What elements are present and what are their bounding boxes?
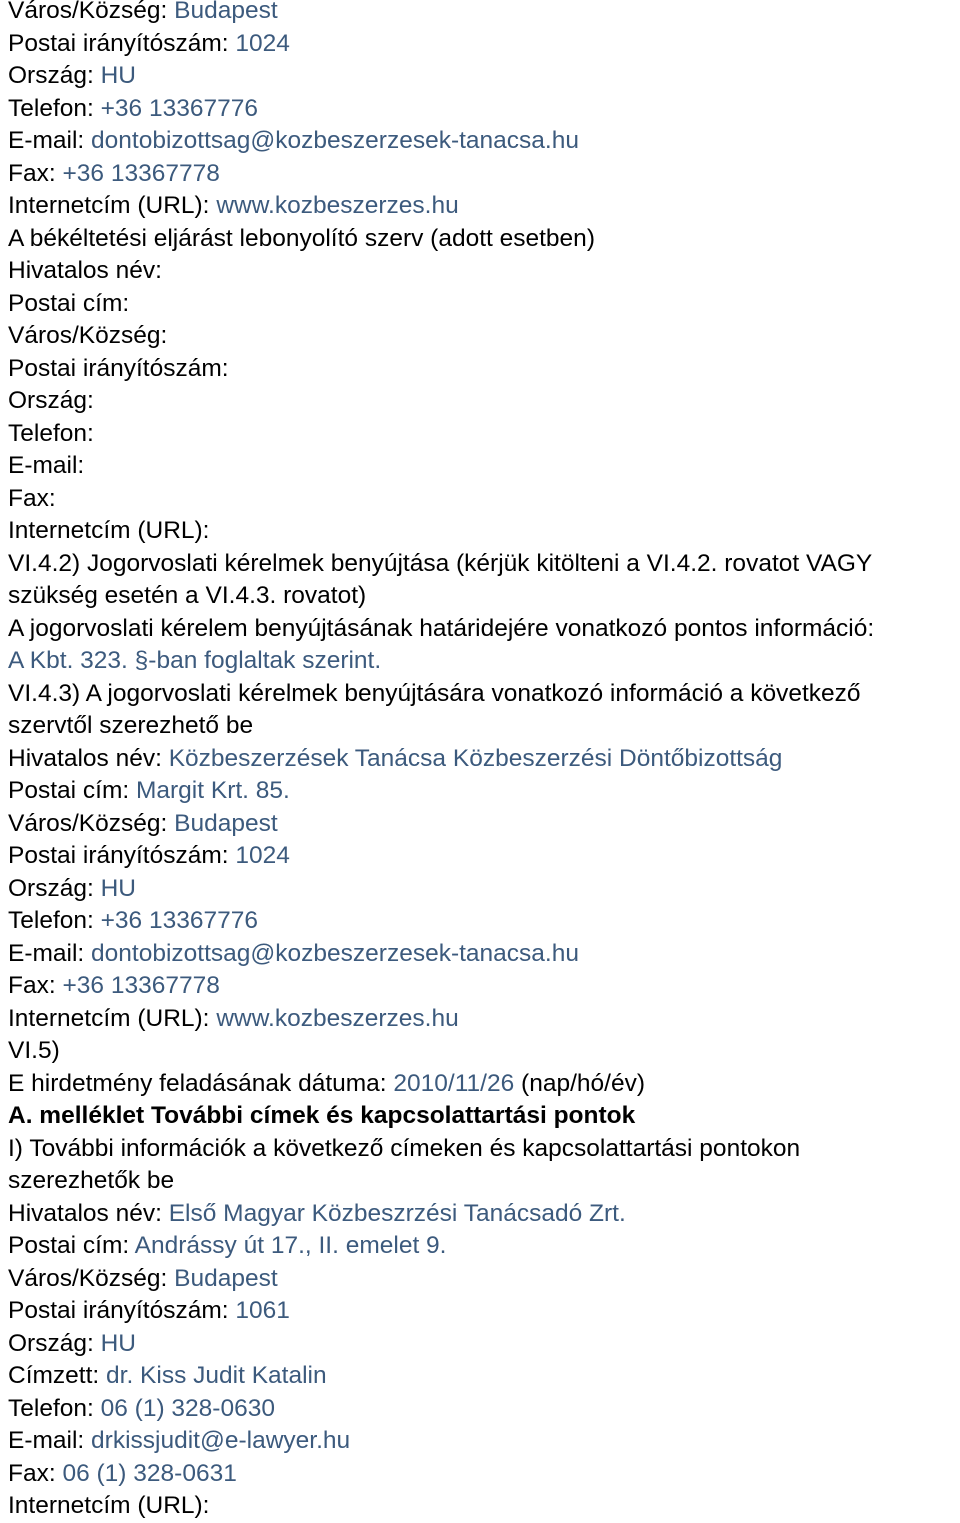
line-label: Postai irányítószám:: [8, 29, 236, 57]
line-label: Telefon:: [8, 419, 94, 447]
line-value: Andrássy út 17., II. emelet 9.: [134, 1232, 447, 1259]
line-value: dontobizottsag@kozbeszerzesek-tanacsa.hu: [91, 127, 579, 154]
line-label: Fax:: [8, 159, 63, 187]
text-line: [8, 93, 958, 126]
line-value: Budapest: [174, 0, 278, 24]
line-label: Címzett:: [8, 1362, 107, 1389]
line-label: VI.4.2) Jogorvoslati kérelmek benyújtása (kérjük kitölteni a VI.4.2. rovatot VAGY: [8, 549, 873, 577]
text-line: [8, 450, 958, 483]
text-line: [8, 548, 958, 581]
line-value: 06 (1) 328-0630: [100, 1394, 275, 1422]
text-line: [8, 938, 958, 971]
line-value: dr. Kiss Judit Katalin: [106, 1362, 327, 1389]
text-line: [8, 970, 958, 1003]
line-label: Fax:: [8, 484, 56, 512]
text-line: [8, 1100, 958, 1133]
line-label: E hirdetmény feladásának dátuma:: [8, 1069, 394, 1097]
text-line: [8, 223, 958, 256]
text-line: [8, 1263, 958, 1296]
line-label: Ország:: [8, 62, 101, 89]
text-line: [8, 60, 958, 93]
text-line: [8, 613, 958, 646]
line-value: Budapest: [174, 809, 278, 837]
line-label: szerezhetők be: [8, 1167, 175, 1194]
line-label: Fax:: [8, 972, 63, 999]
line-value: +36 13367778: [62, 159, 220, 187]
text-line: [8, 1165, 958, 1198]
line-value: HU: [100, 62, 136, 89]
text-line: [8, 125, 958, 158]
line-label: E-mail:: [8, 1427, 92, 1454]
text-line: [8, 710, 958, 743]
line-value: +36 13367776: [100, 94, 258, 122]
line-value: dontobizottsag@kozbeszerzesek-tanacsa.hu: [91, 939, 579, 967]
text-line: [8, 1035, 958, 1068]
line-label: Ország:: [8, 387, 94, 414]
text-line: [8, 1393, 958, 1426]
text-line: [8, 905, 958, 938]
line-label: Postai cím:: [8, 289, 130, 317]
line-value: +36 13367778: [62, 972, 220, 999]
text-line: [8, 28, 958, 61]
line-label: Fax:: [8, 1459, 63, 1487]
line-label: I) További információk a következő címeken és kapcsolattartási pontokon: [8, 1134, 801, 1162]
text-line: [8, 255, 958, 288]
text-line: [8, 158, 958, 191]
text-line: [8, 320, 958, 353]
line-value: Közbeszerzések Tanácsa Közbeszerzési Döntőbizottság: [168, 744, 783, 772]
line-value: A Kbt. 323. §-ban foglaltak szerint.: [8, 647, 382, 674]
text-line: [8, 1295, 958, 1328]
text-line: [8, 1360, 958, 1393]
line-label: Ország:: [8, 1329, 101, 1357]
line-value: 2010/11/26: [393, 1069, 515, 1097]
line-label: Internetcím (URL):: [8, 1492, 210, 1519]
line-value: +36 13367776: [100, 907, 258, 934]
line-label: E-mail:: [8, 939, 92, 967]
line-label: Internetcím (URL):: [8, 192, 217, 219]
text-line: [8, 1425, 958, 1458]
text-line: [8, 0, 958, 28]
text-line: [8, 808, 958, 841]
text-line: [8, 418, 958, 451]
line-value: Budapest: [174, 1264, 278, 1292]
line-label: Város/Község:: [8, 1264, 175, 1292]
line-label: Telefon:: [8, 94, 101, 122]
line-label: Postai cím:: [8, 1232, 135, 1259]
line-value: Első Magyar Közbeszrzési Tanácsadó Zrt.: [168, 1199, 626, 1227]
line-label: Postai irányítószám:: [8, 842, 236, 869]
text-line: [8, 1328, 958, 1361]
line-label: Város/Község:: [8, 322, 168, 349]
line-label: Postai irányítószám:: [8, 1297, 236, 1324]
text-line: [8, 288, 958, 321]
text-line: [8, 1068, 958, 1101]
line-label: E-mail:: [8, 127, 92, 154]
text-line: [8, 515, 958, 548]
line-label: Telefon:: [8, 1394, 101, 1422]
text-line: [8, 190, 958, 223]
line-label: VI.4.3) A jogorvoslati kérelmek benyújtására vonatkozó információ a következő: [8, 679, 861, 707]
text-line: [8, 840, 958, 873]
line-value: 1024: [235, 29, 290, 57]
line-value: 06 (1) 328-0631: [62, 1459, 237, 1487]
text-line: [8, 775, 958, 808]
line-value: www.kozbeszerzes.hu: [216, 1004, 459, 1032]
document-body: [8, 0, 958, 1523]
text-line: [8, 1230, 958, 1263]
text-line: [8, 1458, 958, 1491]
text-line: [8, 1198, 958, 1231]
line-label: Internetcím (URL):: [8, 517, 210, 544]
line-label: A. melléklet További címek és kapcsolattartási pontok: [8, 1102, 636, 1129]
line-value: 1024: [235, 842, 290, 869]
line-suffix: (nap/hó/év): [514, 1069, 645, 1097]
line-label: Postai cím:: [8, 777, 136, 804]
text-line: [8, 645, 958, 678]
line-value: HU: [100, 874, 136, 902]
line-label: Hivatalos név:: [8, 1199, 169, 1227]
text-line: [8, 1490, 958, 1523]
line-label: Város/Község:: [8, 809, 175, 837]
line-label: Internetcím (URL):: [8, 1004, 217, 1032]
line-label: Telefon:: [8, 907, 101, 934]
line-label: A jogorvoslati kérelem benyújtásának határidejére vonatkozó pontos információ:: [8, 614, 875, 642]
text-line: [8, 873, 958, 906]
line-value: www.kozbeszerzes.hu: [216, 192, 459, 219]
line-value: 1061: [235, 1297, 290, 1324]
text-line: [8, 580, 958, 613]
line-label: szervtől szerezhető be: [8, 712, 254, 739]
text-line: [8, 483, 958, 516]
line-label: Hivatalos név:: [8, 257, 162, 284]
text-line: [8, 743, 958, 776]
text-line: [8, 353, 958, 386]
line-value: drkissjudit@e-lawyer.hu: [91, 1427, 351, 1454]
text-line: [8, 678, 958, 711]
line-label: szükség esetén a VI.4.3. rovatot): [8, 582, 367, 609]
line-label: Hivatalos név:: [8, 744, 169, 772]
line-value: Margit Krt. 85.: [135, 777, 290, 804]
line-label: E-mail:: [8, 452, 85, 479]
line-label: Postai irányítószám:: [8, 354, 229, 382]
line-value: HU: [100, 1329, 136, 1357]
text-line: [8, 1133, 958, 1166]
line-label: Város/Község:: [8, 0, 175, 24]
text-line: [8, 385, 958, 418]
line-label: VI.5): [8, 1037, 60, 1064]
text-line: [8, 1003, 958, 1036]
line-label: A békéltetési eljárást lebonyolító szerv (adott esetben): [8, 224, 595, 252]
line-label: Ország:: [8, 874, 101, 902]
